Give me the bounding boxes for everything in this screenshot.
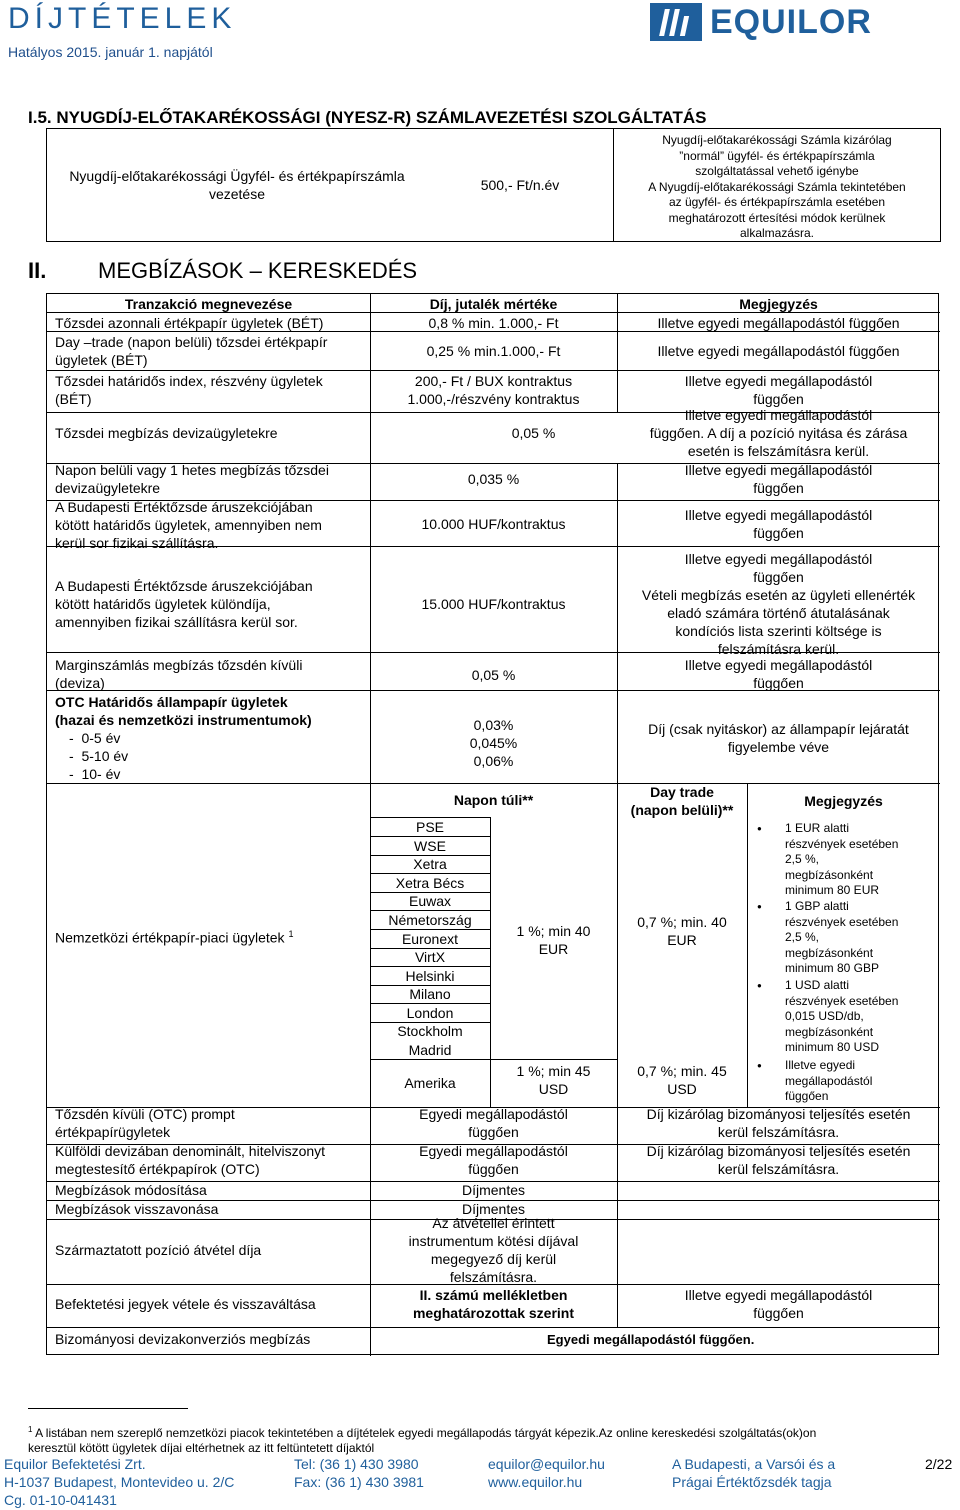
table-row-fee: 0,03% 0,045% 0,06% [469,717,518,769]
table-row-name: OTC Határidős állampapír ügyletek (hazai és nemzetközi instrumentumok) [55,694,312,728]
footer-website[interactable]: www.equilor.hu [488,1474,583,1490]
table-row-name: Megbízások visszavonása [55,1201,219,1217]
fee-table [46,293,939,1355]
table-row-note: Illetve egyedi megállapodástól függően [657,315,900,331]
table-row-name: A Budapesti Értéktőzsde áruszekciójában kötött határidős ügyletek, amennyiben nem kerül sor fizikai szállításra. [55,499,322,551]
footer-tel: Tel: (36 1) 430 3980 [294,1456,419,1472]
footer-membership-1: A Budapesti, a Varsói és a [672,1456,836,1472]
market-nemetorszag: Németország [388,912,472,928]
col-header-fee: Díj, jutalék mértéke [429,296,558,312]
section-1-title: I.5. NYUGDÍJ-ELŐTAKARÉKOSSÁGI (NYESZ-R) SZÁMLAVEZETÉSI SZOLGÁLTATÁS [28,108,707,127]
logo-mark-icon [650,3,702,41]
table-row-name: Tőzsdei határidős index, részvény ügyletek (BÉT) [55,373,323,407]
footer-company: Equilor Befektetési Zrt. [4,1456,146,1472]
table-row-merged: Egyedi megállapodástól függően. [547,1332,755,1347]
maturity-list: - 0-5 év - 5-10 év - 10- év [69,730,129,782]
table-row-fee: 0,035 % [467,471,520,487]
table-row-name: Megbízások módosítása [55,1182,207,1198]
daytrade-fee-eur: 0,7 %; min. 40 EUR [637,914,727,948]
nyesz-service: Nyugdíj-előtakarékossági Ügyfél- és értékpapírszámla vezetése [69,168,405,202]
intl-note-usd: ● 1 USD alatti részvények esetében 0,015 USD/db, megbízásonként minimum 80 USD [747,978,927,1056]
market-london: London [406,1005,454,1021]
market-helsinki: Helsinki [405,968,455,984]
table-row-note: Díj kizárólag bizományosi teljesítés esetén kerül felszámításra. [646,1143,911,1177]
col-daytrade: Day trade (napon belüli)** [630,784,734,818]
table-row-name: Tőzsdei azonnali értékpapír ügyletek (BÉT) [55,315,324,331]
daytrade-fee-usd: 0,7 %; min. 45 USD [637,1063,727,1097]
table-row-name: Day –trade (napon belüli) tőzsdei értékpapír ügyletek (BÉT) [55,334,328,368]
market-stockholm: Stockholm [397,1023,463,1039]
table-row-name: Tőzsdei megbízás devizaügyletekre [55,425,278,441]
intl-note-gbp: ● 1 GBP alatti részvények esetében 2,5 %, megbízásonként minimum 80 GBP [747,899,927,977]
table-row-fee: 200,- Ft / BUX kontraktus 1.000,-/részvény kontraktus [407,373,580,407]
table-row-name: Tőzsdén kívüli (OTC) prompt értékpapírügyletek [55,1106,235,1140]
table-row-fee: Az átvétellel érintett instrumentum kötési díjával megegyező díj kerül felszámításra. [408,1215,579,1285]
col-header-note: Megjegyzés [739,296,818,312]
col-header-transaction: Tranzakció megnevezése [124,296,293,312]
table-row-fee: Egyedi megállapodástól függően [419,1106,568,1140]
table-row-note: Illetve egyedi megállapodástól függően [684,657,873,691]
table-row-note: Illetve egyedi megállapodástól függően [684,373,873,407]
valid-from: Hatályos 2015. január 1. napjától [8,44,213,60]
table-row-fee: 0,25 % min.1.000,- Ft [426,343,561,359]
market-pse: PSE [415,819,444,835]
table-row-note: Díj (csak nyitáskor) az állampapír lejáratát figyelembe véve [648,721,909,755]
intl-note-eur: ● 1 EUR alatti részvények esetében 2,5 %, megbízásonként minimum 80 EUR [747,821,927,899]
footer-address: H-1037 Budapest, Montevideo u. 2/C [4,1474,235,1490]
market-wse: WSE [414,838,446,854]
table-row-name: Külföldi devizában denominált, hitelviszonyt megtestesítő értékpapírok (OTC) [55,1143,326,1177]
nyesz-fee: 500,- Ft/n.év [480,177,560,193]
table-row-name: Napon belüli vagy 1 hetes megbízás tőzsdei devizaügyletekre [55,462,329,496]
table-row-fee: Egyedi megállapodástól függően [419,1143,568,1177]
table-row-note: Illetve egyedi megállapodástól függően [684,462,873,496]
table-row-fee: 0,05 % [511,425,556,441]
table-row-name: Marginszámlás megbízás tőzsdén kívüli (deviza) [55,657,303,691]
logo-text: EQUILOR [710,2,872,41]
overnight-fee-usd: 1 %; min 45 USD [516,1063,591,1097]
col-intl-note: Megjegyzés [804,793,883,809]
market-amerika: Amerika [404,1075,456,1091]
market-xetra-becs: Xetra Bécs [395,875,465,891]
table-row-note: Illetve egyedi megállapodástól függően [657,343,900,359]
table-row-fee: 10.000 HUF/kontraktus [421,516,566,532]
intl-note-custom: ● Illetve egyedi megállapodástól függően [747,1058,927,1105]
table-row-name: Származtatott pozíció átvétel díja [55,1242,262,1258]
footer-membership-2: Prágai Értéktőzsdék tagja [672,1474,832,1490]
market-madrid: Madrid [408,1042,452,1058]
market-milano: Milano [409,986,451,1002]
market-xetra: Xetra [413,856,447,872]
table-row-note: Illetve egyedi megállapodástól függően. A díj a pozíció nyitása és zárása esetén is felszámításra kerül. [649,407,908,459]
overnight-fee-eur: 1 %; min 40 EUR [516,923,591,957]
footer-email[interactable]: equilor@equilor.hu [488,1456,605,1472]
table-row-note: Díj kizárólag bizományosi teljesítés esetén kerül felszámításra. [646,1106,911,1140]
market-virtx: VirtX [414,949,446,965]
page-number: 2/22 [925,1456,953,1472]
equilor-logo [650,2,872,42]
footnote: $^1$ A listában nem szereplő nemzetközi piacok tekintetében a díjtételek egyedi megállapodás tárgyát képezik.Az online kereskedési szolgáltatás(ok)on keresztül kötött ügyletek díjai eltérhetnek az itt feltüntetett díjaktól [28,1425,817,1455]
market-euwax: Euwax [408,893,452,909]
footnote-divider [28,1408,188,1409]
table-row-fee: Díjmentes [461,1182,526,1198]
table-row-fee: 0,8 % min. 1.000,- Ft [428,315,559,331]
table-row-fee: 0,05 % [471,667,516,683]
nyesz-note: Nyugdíj-előtakarékossági Számla kizárólag ”normál” ügyfél- és értékpapírszámla szolgáltatással vehető igénybe A Nyugdíj-előtakarékossági Számla tekintetében az ügyfél- és értékpapírszámla esetében meghatározott értesítési módok kerülnek alkalmazásra. [613,129,940,241]
table-row-note: Illetve egyedi megállapodástól függően Vételi megbízás esetén az ügyleti ellenérték eladó számára történő átutalásának kondíciós lista szerinti költsége is felszámításra kerül. [641,551,916,657]
table-row-fee: II. számú mellékletben meghatározottak szerint [412,1287,575,1321]
table-row-name: Befektetési jegyek vétele és visszaváltása [55,1296,316,1312]
table-row-note: Illetve egyedi megállapodástól függően [684,1287,873,1321]
footer-registration: Cg. 01-10-041431 [4,1492,117,1508]
intl-name: Nemzetközi értékpapír-piaci ügyletek $^1$ [55,929,294,946]
section-2-title: II. MEGBÍZÁSOK – KERESKEDÉS [28,258,418,283]
page-title: DÍJTÉTELEK [8,2,237,35]
col-overnight: Napon túli** [453,792,534,808]
table-row-fee: 15.000 HUF/kontraktus [421,596,566,612]
table-row-note: Illetve egyedi megállapodástól függően [684,507,873,541]
nyesz-table [46,128,941,242]
table-row-name: A Budapesti Értéktőzsde áruszekciójában kötött határidős ügyletek különdíja, amennyiben fizikai szállításra kerül sor. [55,578,313,630]
table-row-name: Bizományosi devizakonverziós megbízás [55,1331,311,1347]
table-row-fee: Díjmentes [461,1201,526,1217]
market-euronext: Euronext [401,931,459,947]
footer-fax: Fax: (36 1) 430 3981 [294,1474,424,1490]
